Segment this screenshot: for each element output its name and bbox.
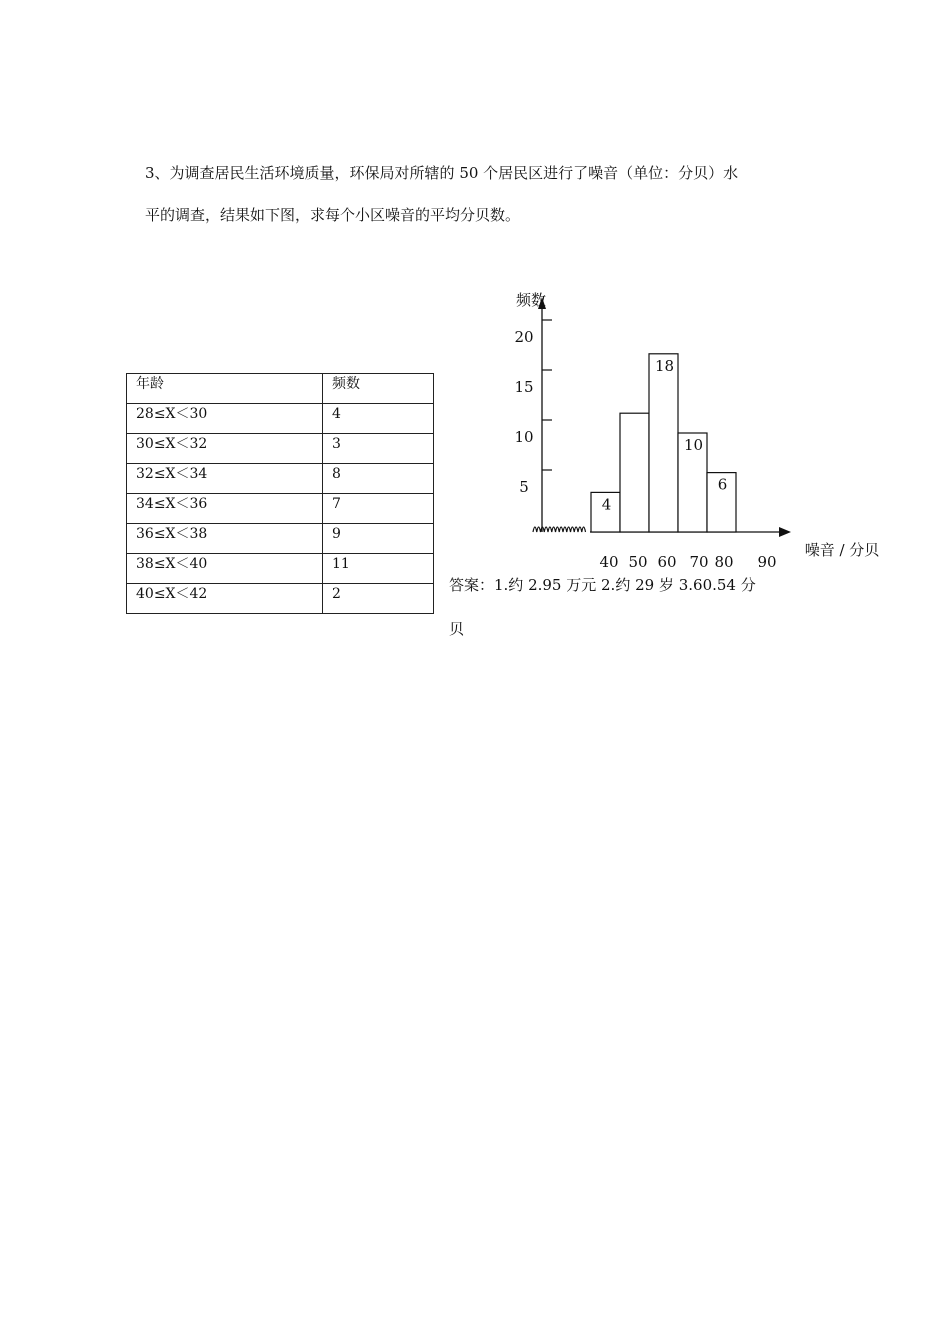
- answer-line-2: 贝: [449, 620, 465, 638]
- question-line-1: 3、为调查居民生活环境质量，环保局对所辖的 50 个居民区进行了噪音（单位：分贝）水: [145, 164, 739, 182]
- header-frequency: 频数: [323, 374, 434, 404]
- table-row: [127, 524, 434, 554]
- bar-value-label: 10: [683, 436, 704, 454]
- table-row: [127, 464, 434, 494]
- x-axis-title: 噪音 / 分贝: [804, 541, 880, 559]
- age-range-cell: 30≤X＜32: [127, 434, 323, 464]
- answer-line-1: 答案：1.约 2.95 万元 2.约 29 岁 3.60.54 分: [449, 576, 756, 594]
- frequency-cell: 4: [323, 404, 434, 434]
- frequency-cell: 11: [323, 554, 434, 584]
- frequency-cell: 8: [323, 464, 434, 494]
- y-axis-title: 频数: [515, 291, 547, 309]
- age-range-cell: 36≤X＜38: [127, 524, 323, 554]
- table-row: [127, 404, 434, 434]
- table-header-row: [127, 374, 434, 404]
- question-line-2: 平的调查，结果如下图，求每个小区噪音的平均分贝数。: [145, 206, 521, 224]
- y-tick-label: 10: [514, 428, 534, 446]
- histogram-bar: [620, 413, 649, 532]
- frequency-cell: 7: [323, 494, 434, 524]
- x-tick-label: 40: [599, 553, 619, 571]
- age-range-cell: 40≤X＜42: [127, 584, 323, 614]
- x-tick-label: 90: [757, 553, 777, 571]
- bar-value-label: 4: [601, 495, 612, 514]
- age-range-cell: 38≤X＜40: [127, 554, 323, 584]
- x-axis-arrow: [779, 527, 791, 537]
- y-tick-label: 5: [519, 478, 529, 496]
- age-range-cell: 34≤X＜36: [127, 494, 323, 524]
- histogram-bar: [649, 354, 678, 532]
- bar-value-label: 6: [717, 475, 728, 494]
- age-range-cell: 28≤X＜30: [127, 404, 323, 434]
- table-row: [127, 584, 434, 614]
- x-tick-label: 70: [689, 553, 709, 571]
- frequency-cell: 3: [323, 434, 434, 464]
- table-row: [127, 494, 434, 524]
- header-age: 年龄: [127, 374, 323, 404]
- age-frequency-table: [126, 373, 434, 614]
- axis-break: [533, 527, 586, 532]
- age-range-cell: 32≤X＜34: [127, 464, 323, 494]
- x-tick-label: 60: [657, 553, 677, 571]
- table-row: [127, 434, 434, 464]
- x-tick-label: 50: [628, 553, 648, 571]
- y-tick-label: 20: [514, 328, 534, 346]
- table-row: [127, 554, 434, 584]
- bar-value-label: 18: [654, 356, 675, 375]
- noise-histogram: [490, 285, 890, 575]
- frequency-cell: 2: [323, 584, 434, 614]
- x-tick-label: 80: [714, 553, 734, 571]
- frequency-cell: 9: [323, 524, 434, 554]
- y-tick-label: 15: [514, 378, 534, 396]
